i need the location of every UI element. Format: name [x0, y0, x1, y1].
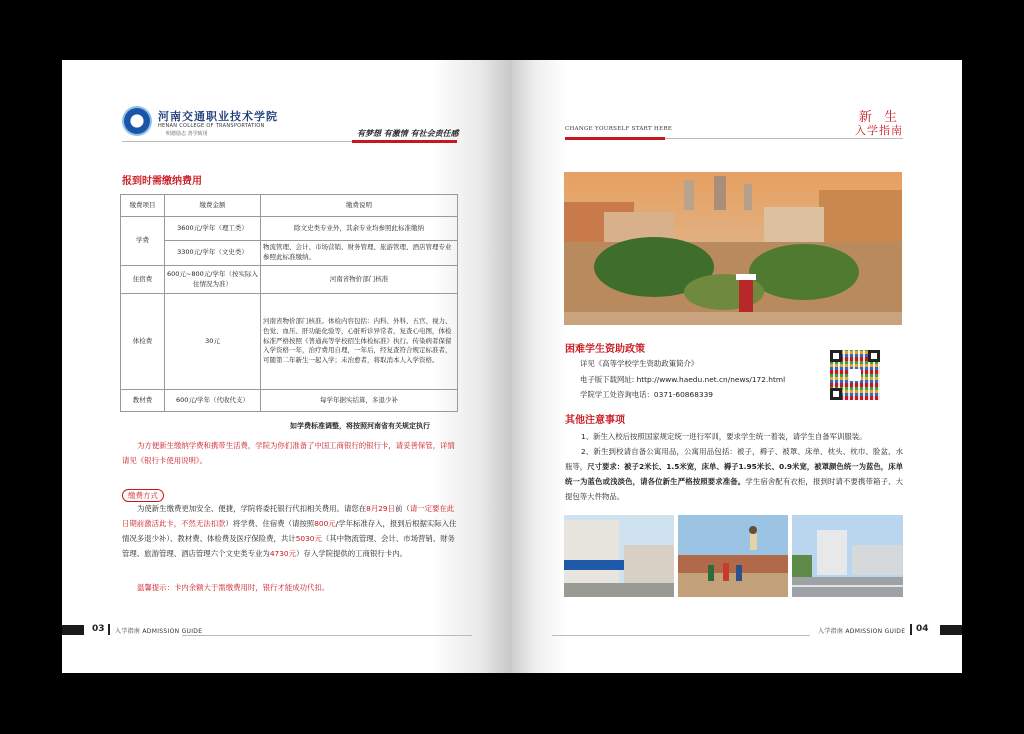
school-name-cn: 河南交通职业技术学院 — [158, 110, 278, 123]
right-page — [512, 60, 962, 673]
table-row — [121, 266, 458, 294]
table-cell-desc: 除文史类专业外，其余专业均参照此标准缴纳 — [261, 217, 458, 241]
footer-line — [182, 635, 472, 636]
qr-finder — [830, 388, 842, 400]
campus-aerial-photo — [564, 172, 902, 325]
bank-card-paragraph: 为方便新生缴纳学费和携带生活费，学院为你们准备了中国工商银行的银行卡，请妥善保管，详情请见《银行卡使用说明》。 — [122, 441, 455, 465]
qr-code-icon[interactable] — [830, 350, 880, 400]
page-number: 03 — [92, 624, 105, 634]
table-header-row — [121, 195, 458, 217]
payment-text: ）存入学院提供的工商银行卡内。 — [296, 549, 407, 558]
table-cell-amount: 600元/学年（代收代支） — [165, 390, 261, 412]
table-cell-amount: 600元~800元/学年（按实际入住情况为准） — [165, 266, 261, 294]
fee-table — [120, 194, 458, 412]
note-size-requirements: 尺寸要求：被子2米长、1.5米宽，床单、褥子1.95米长、0.9米宽，被罩颜色统一为蓝色，床单统一为蓝色或浅淡色，请各位新生严格按照要求准备。 — [565, 462, 903, 486]
other-notes-title: 其他注意事项 — [565, 415, 625, 426]
footer-text: 入学指南 ADMISSION GUIDE — [818, 628, 906, 635]
school-logo-icon — [122, 106, 152, 136]
table-cell-amount: 3300元/学年（文史类） — [165, 241, 261, 266]
payment-date: 8月29日 — [366, 504, 396, 513]
header-english: CHANGE YOURSELF START HERE — [565, 126, 673, 132]
table-cell-label: 住宿费 — [121, 266, 165, 294]
header-accent-bar — [352, 140, 457, 143]
footer-bar — [62, 625, 84, 635]
table-row — [121, 390, 458, 412]
table-row — [121, 241, 458, 266]
note-dorm-supplies — [565, 444, 903, 504]
table-row — [121, 294, 458, 390]
students-jumping-photo — [678, 515, 788, 597]
header-accent-bar — [565, 137, 665, 140]
building-photo-illustration — [564, 515, 674, 597]
aid-download-link[interactable]: 电子版下载网址: http://www.haedu.net.cn/news/172.html — [580, 374, 786, 384]
note-military-training: 1、新生入校后按照国家规定统一进行军训，要求学生统一着装，请学生自备军训服装。 — [581, 432, 867, 441]
note-text: 2、新生到校请自备公寓用品，公寓用品包括：被子，褥子、被罩、床单、枕头、枕巾、脸盆、水瓶等， — [565, 447, 903, 471]
table-cell-amount: 30元 — [165, 294, 261, 390]
table-cell-desc: 河南省物价部门核准。体检内容包括：内科、外科、五官、视力、色觉、血压、肝功能化验等，心脏听诊异常者，复查心电图，体检标准严格按照《普通高等学校招生体检标准》执行。传染病者保留入学资格一年，治疗费用自理，一年后，经复查符合规定标准者，可随第二年新生一起入学；未治愈者，将取消本人入学资格。 — [261, 294, 458, 390]
payment-text: /学年标准存入，报到后根据实际入住情况多退少补）、教材费、体检费及医疗保险费，共计 — [122, 519, 457, 543]
table-cell-label: 学费 — [121, 217, 165, 266]
note-text: 学生宿舍配有衣柜，报到时请不要携带箱子、大提包等大件物品。 — [565, 477, 903, 501]
page-number: 04 — [916, 624, 929, 634]
payment-method-label: 缴费方式 — [122, 489, 164, 502]
table-row — [121, 217, 458, 241]
qr-finder — [830, 350, 842, 362]
payment-warning: 请一定要在此日期前激活此卡，不然无法扣款 — [122, 504, 455, 528]
total-science: 5030元 — [295, 534, 322, 543]
table-cell-desc: 物流管理、会计、市场营销、财务管理、旅游管理、酒店管理专业参照此标准缴纳。 — [261, 241, 458, 266]
footer-text: 入学指南 ADMISSION GUIDE — [115, 628, 203, 635]
payment-text: 为使新生缴费更加安全、便捷，学院将委托银行代扣相关费用。请您在 — [137, 504, 367, 513]
table-header-cell: 缴费项目 — [121, 195, 165, 217]
footer-line — [552, 635, 810, 636]
students-photo-illustration — [678, 515, 788, 597]
table-cell-label: 教材费 — [121, 390, 165, 412]
slogan: 有梦想 有激情 有社会责任感 — [357, 128, 459, 138]
aid-line: 详见《高等学校学生资助政策简介》 — [580, 359, 699, 368]
table-cell-desc: 每学年据实结算，多退少补 — [261, 390, 458, 412]
aid-phone: 学院学工处咨询电话：0371-60868339 — [580, 390, 713, 399]
road-photo-illustration — [792, 515, 903, 597]
header-title-guide: 入学指南 — [855, 124, 903, 137]
table-cell-label: 体检费 — [121, 294, 165, 390]
aid-policy-title: 困难学生资助政策 — [565, 344, 645, 355]
qr-center-logo — [849, 369, 861, 381]
campus-photo-illustration — [564, 172, 902, 325]
school-name-en: HENAN COLLEGE OF TRANSPORTATION — [158, 123, 265, 129]
tip-text: 温馨提示：卡内余额大于需缴费用时，银行才能成功代扣。 — [137, 583, 330, 592]
campus-road-photo — [792, 515, 903, 597]
aid-policy-details — [580, 356, 785, 403]
footer-bar — [940, 625, 962, 635]
table-header-cell: 缴费说明 — [261, 195, 458, 217]
table-note: 如学费标准调整，将按照河南省有关规定执行 — [290, 422, 430, 430]
payment-method-badge — [122, 483, 164, 502]
payment-text: 前（ — [395, 504, 410, 513]
campus-building-photo — [564, 515, 674, 597]
qr-finder — [868, 350, 880, 362]
table-cell-amount: 3600元/学年（理工类） — [165, 217, 261, 241]
school-motto: 明德励志 善学致用 — [166, 131, 208, 137]
header-title-new-students: 新 生 — [858, 110, 901, 125]
table-header-cell: 缴费金额 — [165, 195, 261, 217]
table-cell-desc: 河南省物价部门核准 — [261, 266, 458, 294]
payment-text: （其中物流管理、会计、市场营销、财务管理、旅游管理、酒店管理六个文史类专业为 — [122, 534, 455, 558]
footer-divider — [910, 624, 912, 635]
left-page — [62, 60, 512, 673]
total-arts: 4730元 — [269, 549, 297, 558]
section-title-fees: 报到时需缴纳费用 — [122, 176, 202, 187]
footer-divider — [108, 624, 110, 635]
payment-paragraph — [122, 501, 457, 561]
payment-text: ）将学费、住宿费（请按照 — [225, 519, 315, 528]
dorm-standard: 800元 — [314, 519, 336, 528]
